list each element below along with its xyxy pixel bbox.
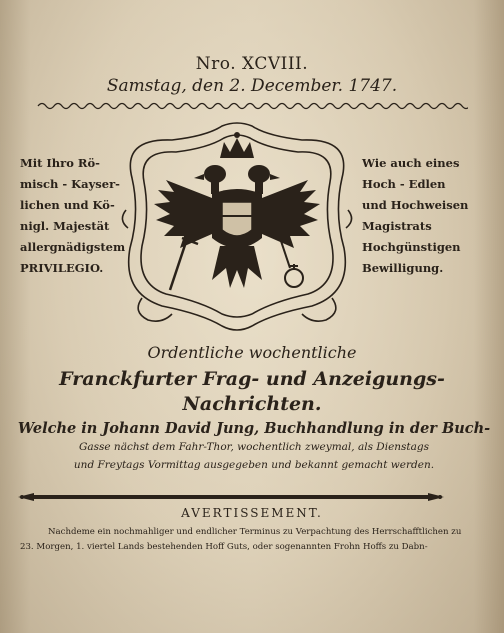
masthead-title-continued: Nachrichten. — [182, 393, 322, 415]
privilege-left-column — [20, 153, 125, 279]
issue-number: Nro. XCVIII. — [195, 54, 309, 74]
masthead-subtitle: Ordentliche wochentliche — [147, 343, 357, 362]
section-heading: AVERTISSEMENT. — [181, 506, 323, 520]
publisher-line: Welche in Johann David Jung, Buchhandlung in der Buch- — [17, 420, 491, 437]
privilege-right-line: und Hochweisen — [362, 198, 469, 212]
masthead-title: Franckfurter Frag- und Anzeigungs- — [59, 368, 445, 390]
body-text-line: 23. Morgen, 1. viertel Lands bestehenden Hoff Guts, oder sogenannten Frohn Hoffs zu Dabn- — [20, 542, 428, 552]
privilege-right-line: Magistrats — [362, 219, 432, 233]
privilege-left-line: Mit Ihro Rö- — [20, 156, 100, 170]
privilege-left-line: lichen und Kö- — [20, 198, 115, 212]
ornament-rule-bottom — [16, 488, 446, 500]
privilege-right-line: Hoch - Edlen — [362, 177, 446, 191]
privilege-left-line: misch - Kayser- — [20, 177, 120, 191]
privilege-right-line: Bewilligung. — [362, 261, 444, 275]
publisher-line: Gasse nächst dem Fahr-Thor, wochentlich zweymal, als Dienstags — [78, 441, 430, 453]
body-text-line: Nachdeme ein nochmahliger und endlicher Terminus zu Verpachtung des Herrschafftlichen zu — [48, 527, 462, 537]
privilege-right-line: Hochgünstigen — [362, 240, 461, 254]
ornament-rule-top — [36, 100, 468, 108]
privilege-left-line: PRIVILEGIO. — [20, 261, 104, 275]
publisher-line: und Freytags Vormittag ausgegeben und bekannt gemacht werden. — [73, 459, 435, 471]
privilege-left-line: allergnädigstem — [20, 240, 126, 254]
double-headed-eagle-icon — [112, 118, 362, 338]
privilege-right-line: Wie auch eines — [362, 156, 460, 170]
privilege-left-line: nigl. Majestät — [20, 219, 110, 233]
issue-date: Samstag, den 2. December. 1747. — [106, 76, 398, 96]
privilege-right-column — [362, 153, 492, 279]
